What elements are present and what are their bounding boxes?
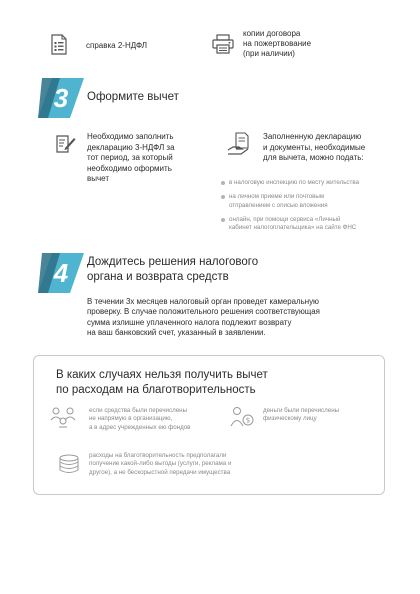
submission-options	[221, 179, 401, 233]
step-4-text: В течении 3х месяцев налоговый орган проведет камеральную проверку. В случае положительного решения соответствующая сумма излишне уплаченного налога подлежит возврату на ваш банковский счет, указанный в заявлении.	[87, 297, 320, 338]
step-3-title: Оформите вычет	[87, 91, 179, 103]
bullet-item	[221, 193, 401, 210]
pen-document-icon	[56, 134, 76, 154]
bullet-dot	[221, 218, 225, 222]
bullet-item	[221, 216, 401, 233]
coins-icon	[58, 453, 80, 475]
step-3-right-text: Заполненную декларацию и документы, необходимые для вычета, можно подать:	[263, 132, 366, 163]
bullet-text: на личном приеме или почтовым отправлением с описью вложения	[229, 193, 328, 209]
case-2-text: деньги были перечислены физическому лицу	[263, 407, 340, 423]
step-4-number: 4	[53, 257, 69, 288]
exceptions-box	[33, 355, 385, 495]
step-3-badge	[36, 76, 86, 120]
bullet-text: в налоговую инспекцию по месту жительства	[229, 179, 360, 186]
person-money-icon	[229, 406, 255, 428]
step-4-title: Дождитесь решения налогового органа и возврата средств	[87, 256, 259, 283]
contract-label: копии договора на пожертвование (при наличии)	[243, 29, 312, 58]
ndfl-document-icon	[50, 34, 68, 55]
bullet-dot	[221, 195, 225, 199]
ndfl-label: справка 2-НДФЛ	[86, 41, 148, 50]
bullet-item	[221, 179, 401, 187]
step-4-badge	[36, 251, 86, 295]
case-1-text: если средства были перечислены не напрямую в организацию, а в адрес учрежденных ею фондов	[89, 407, 191, 431]
people-icon	[49, 406, 77, 428]
step-3-left-text: Необходимо заполнить декларацию 3-НДФЛ за тот период, за который необходимо оформить вычет	[87, 132, 175, 184]
bullet-text: онлайн, при помощи сервиса «Личный кабинет налогоплательщика» на сайте ФНС	[229, 216, 357, 232]
step-3-number: 3	[53, 82, 69, 113]
svg-text:$: $	[245, 416, 251, 425]
printer-icon	[212, 34, 234, 54]
hand-document-icon	[227, 132, 251, 156]
bullet-dot	[221, 181, 225, 185]
case-3-text: расходы на благотворительность предполагали получение какой-либо выгоды (услуги, реклама и другое), а не бескорыстной передачи имущества	[89, 452, 232, 476]
exceptions-title: В каких случаях нельзя получить вычет по расходам на благотворительность	[56, 369, 268, 396]
